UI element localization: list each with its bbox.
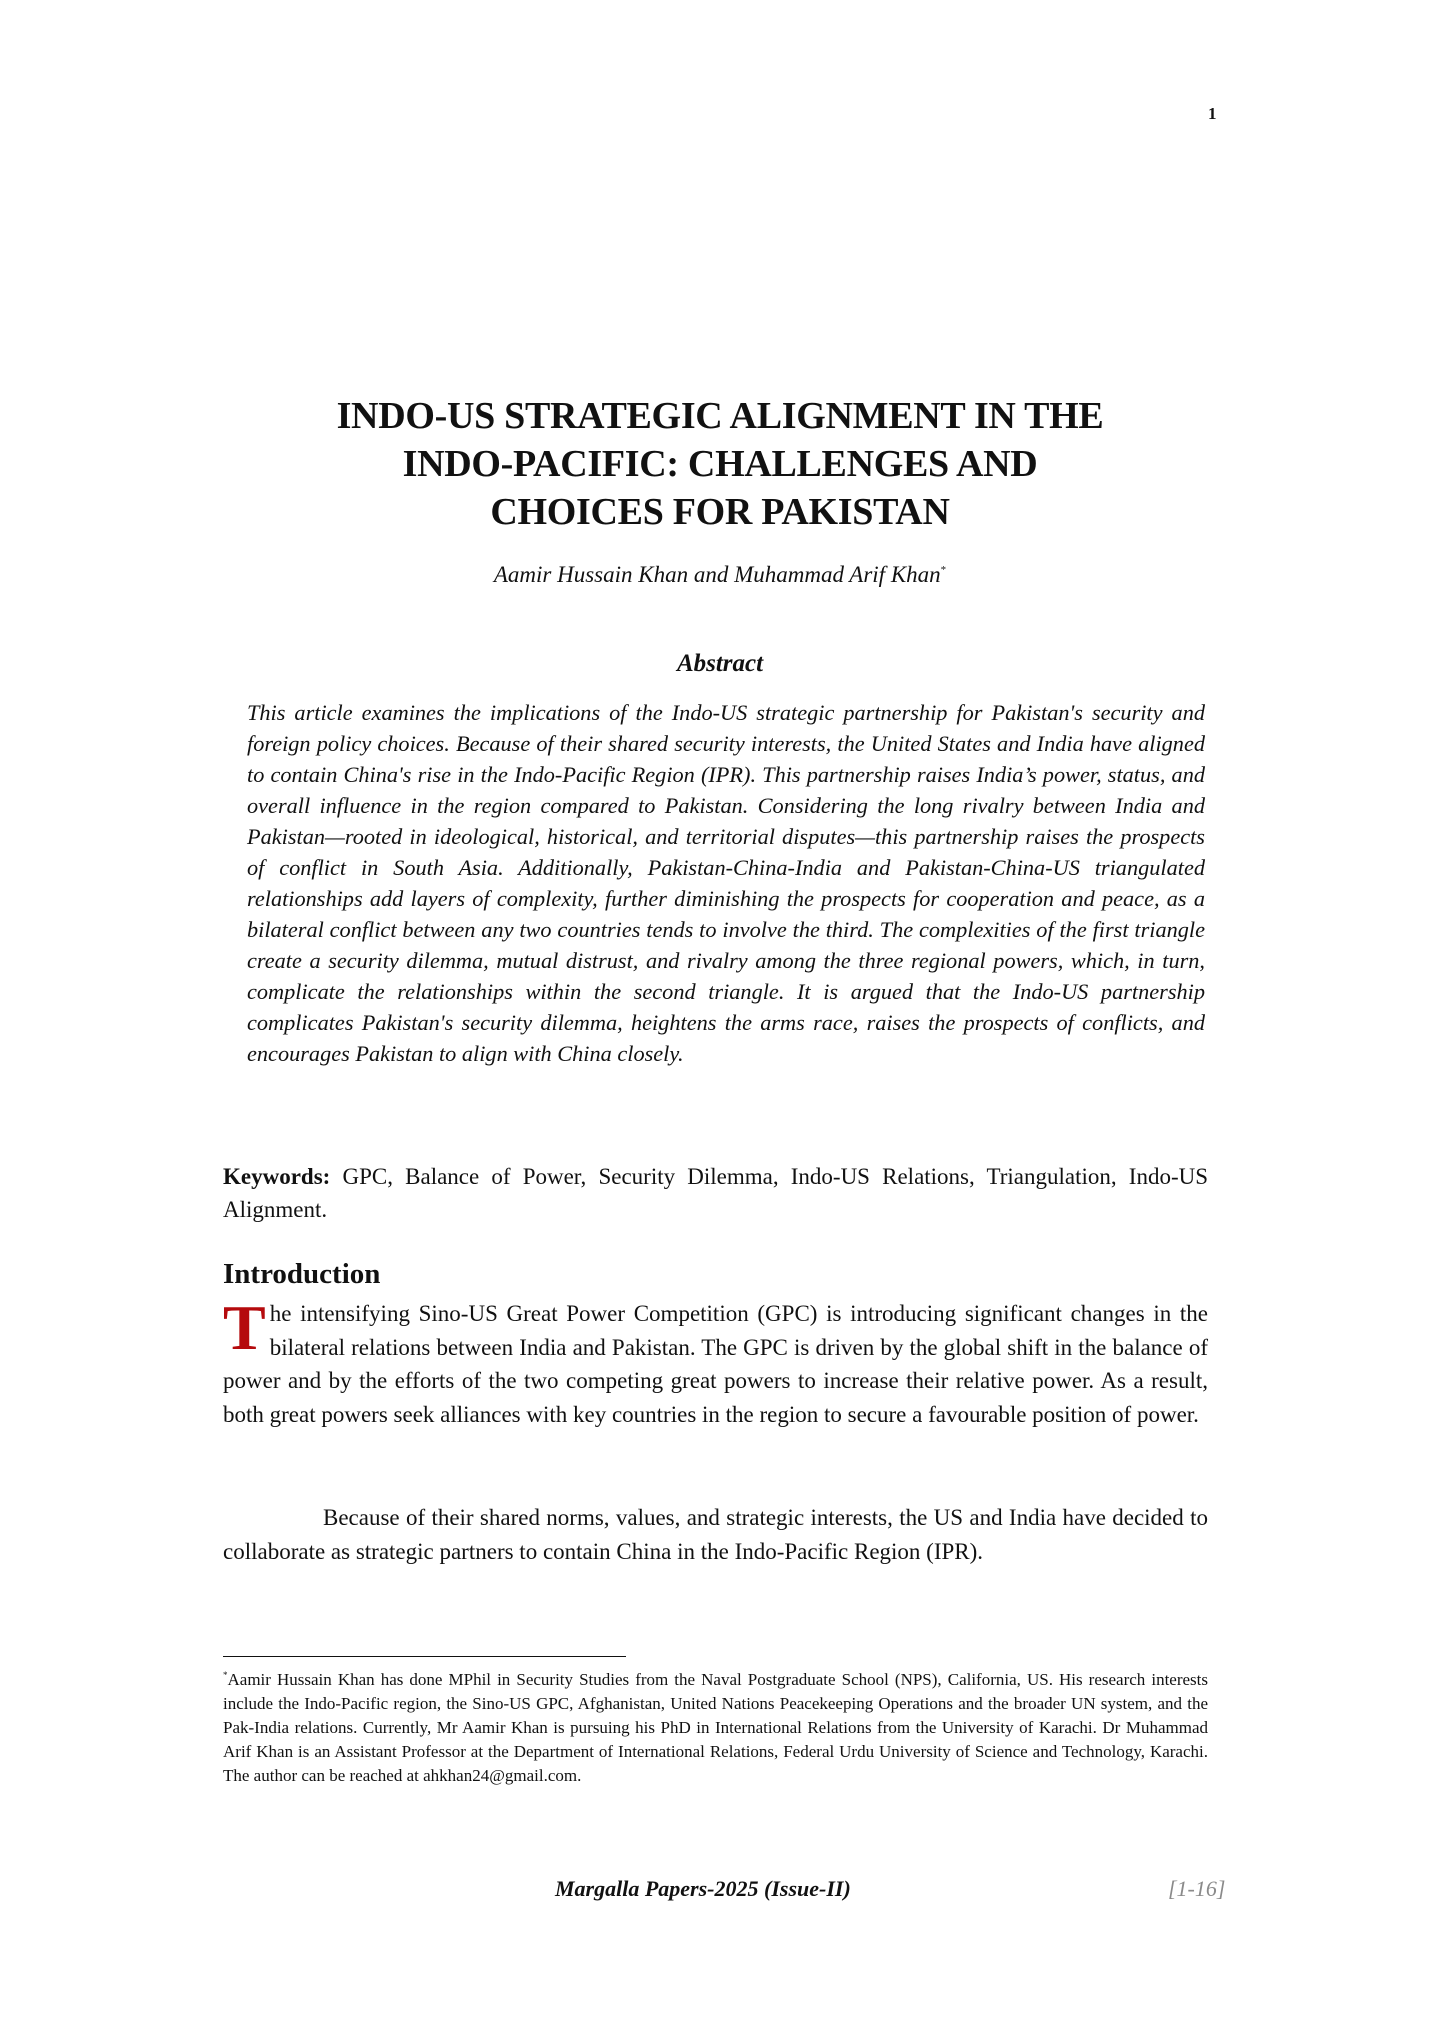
abstract-body: This article examines the implications of the Indo-US strategic partnership for Pakistan's security and foreign policy choices. Because of their shared security interests, the United States and India have aligned to contain China's rise in the Indo-Pacific Region (IPR). This partnership raises India’s power, status, and overall influence in the region compared to Pakistan. Considering the long rivalry between India and Pakistan—rooted in ideological, historical, and territorial disputes—this partnership raises the prospects of conflict in South Asia. Additionally, Pakistan-China-India and Pakistan-China-US triangulated relationships add layers of complexity, further diminishing the prospects for cooperation and peace, as a bilateral conflict between any two countries tends to involve the third. The complexities of the first triangle create a security dilemma, mutual distrust, and rivalry among the three regional powers, which, in turn, complicate the relationships within the second triangle. It is argued that the Indo-US partnership complicates Pakistan's security dilemma, heightens the arms race, raises the prospects of conflicts, and encourages Pakistan to align with China closely. (247, 700, 1205, 1066)
footer-journal-name: Margalla Papers-2025 (Issue-II) (555, 1876, 851, 1901)
title-line: CHOICES FOR PAKISTAN (490, 491, 950, 533)
keywords-text: GPC, Balance of Power, Security Dilemma, Indo-US Relations, Triangulation, Indo-US Alignment. (223, 1164, 1209, 1222)
title-line: INDO-US STRATEGIC ALIGNMENT IN THE (336, 395, 1104, 437)
article-title (220, 392, 1220, 536)
keywords-label: Keywords: (223, 1164, 331, 1189)
intro-paragraph-1-text: he intensifying Sino-US Great Power Competition (GPC) is introducing significant changes in the bilateral relations between India and Pakistan. The GPC is driven by the global shift in the balance of power and by the efforts of the two competing great powers to increase their relative power. As a result, both great powers seek alliances with key countries in the region to secure a favourable position of power. (223, 1301, 1208, 1427)
abstract-heading: Abstract (676, 650, 764, 677)
footnote-separator (223, 1656, 626, 1657)
drop-cap: T (223, 1292, 266, 1363)
author-line (220, 562, 1220, 588)
page-number: 1 (1208, 104, 1217, 123)
footer-page-range: [1-16] (1168, 1876, 1226, 1901)
footnote-marker: * (223, 1670, 228, 1680)
title-line: INDO-PACIFIC: CHALLENGES AND (402, 443, 1038, 485)
footnote (223, 1663, 1208, 1788)
intro-paragraph-1 (223, 1292, 1208, 1431)
authors: Aamir Hussain Khan and Muhammad Arif Khan (493, 562, 941, 587)
author-footnote-marker: * (940, 564, 947, 576)
intro-paragraph-2: Because of their shared norms, values, and strategic interests, the US and India have decided to collaborate as strategic partners to contain China in the Indo-Pacific Region (IPR). (223, 1505, 1208, 1564)
keywords (223, 1160, 1208, 1226)
section-heading-introduction: Introduction (223, 1258, 381, 1290)
footnote-text: Aamir Hussain Khan has done MPhil in Security Studies from the Naval Postgraduate School (NPS), California, US. His research interests include the Indo-Pacific region, the Sino-US GPC, Afghanistan, United Nations Peacekeeping Operations and the broader UN system, and the Pak-India relations. Currently, Mr Aamir Khan is pursuing his PhD in International Relations from the University of Karachi. Dr Muhammad Arif Khan is an Assistant Professor at the Department of International Relations, Federal Urdu University of Science and Technology, Karachi. The author can be reached at ahkhan24@gmail.com. (223, 1670, 1208, 1785)
